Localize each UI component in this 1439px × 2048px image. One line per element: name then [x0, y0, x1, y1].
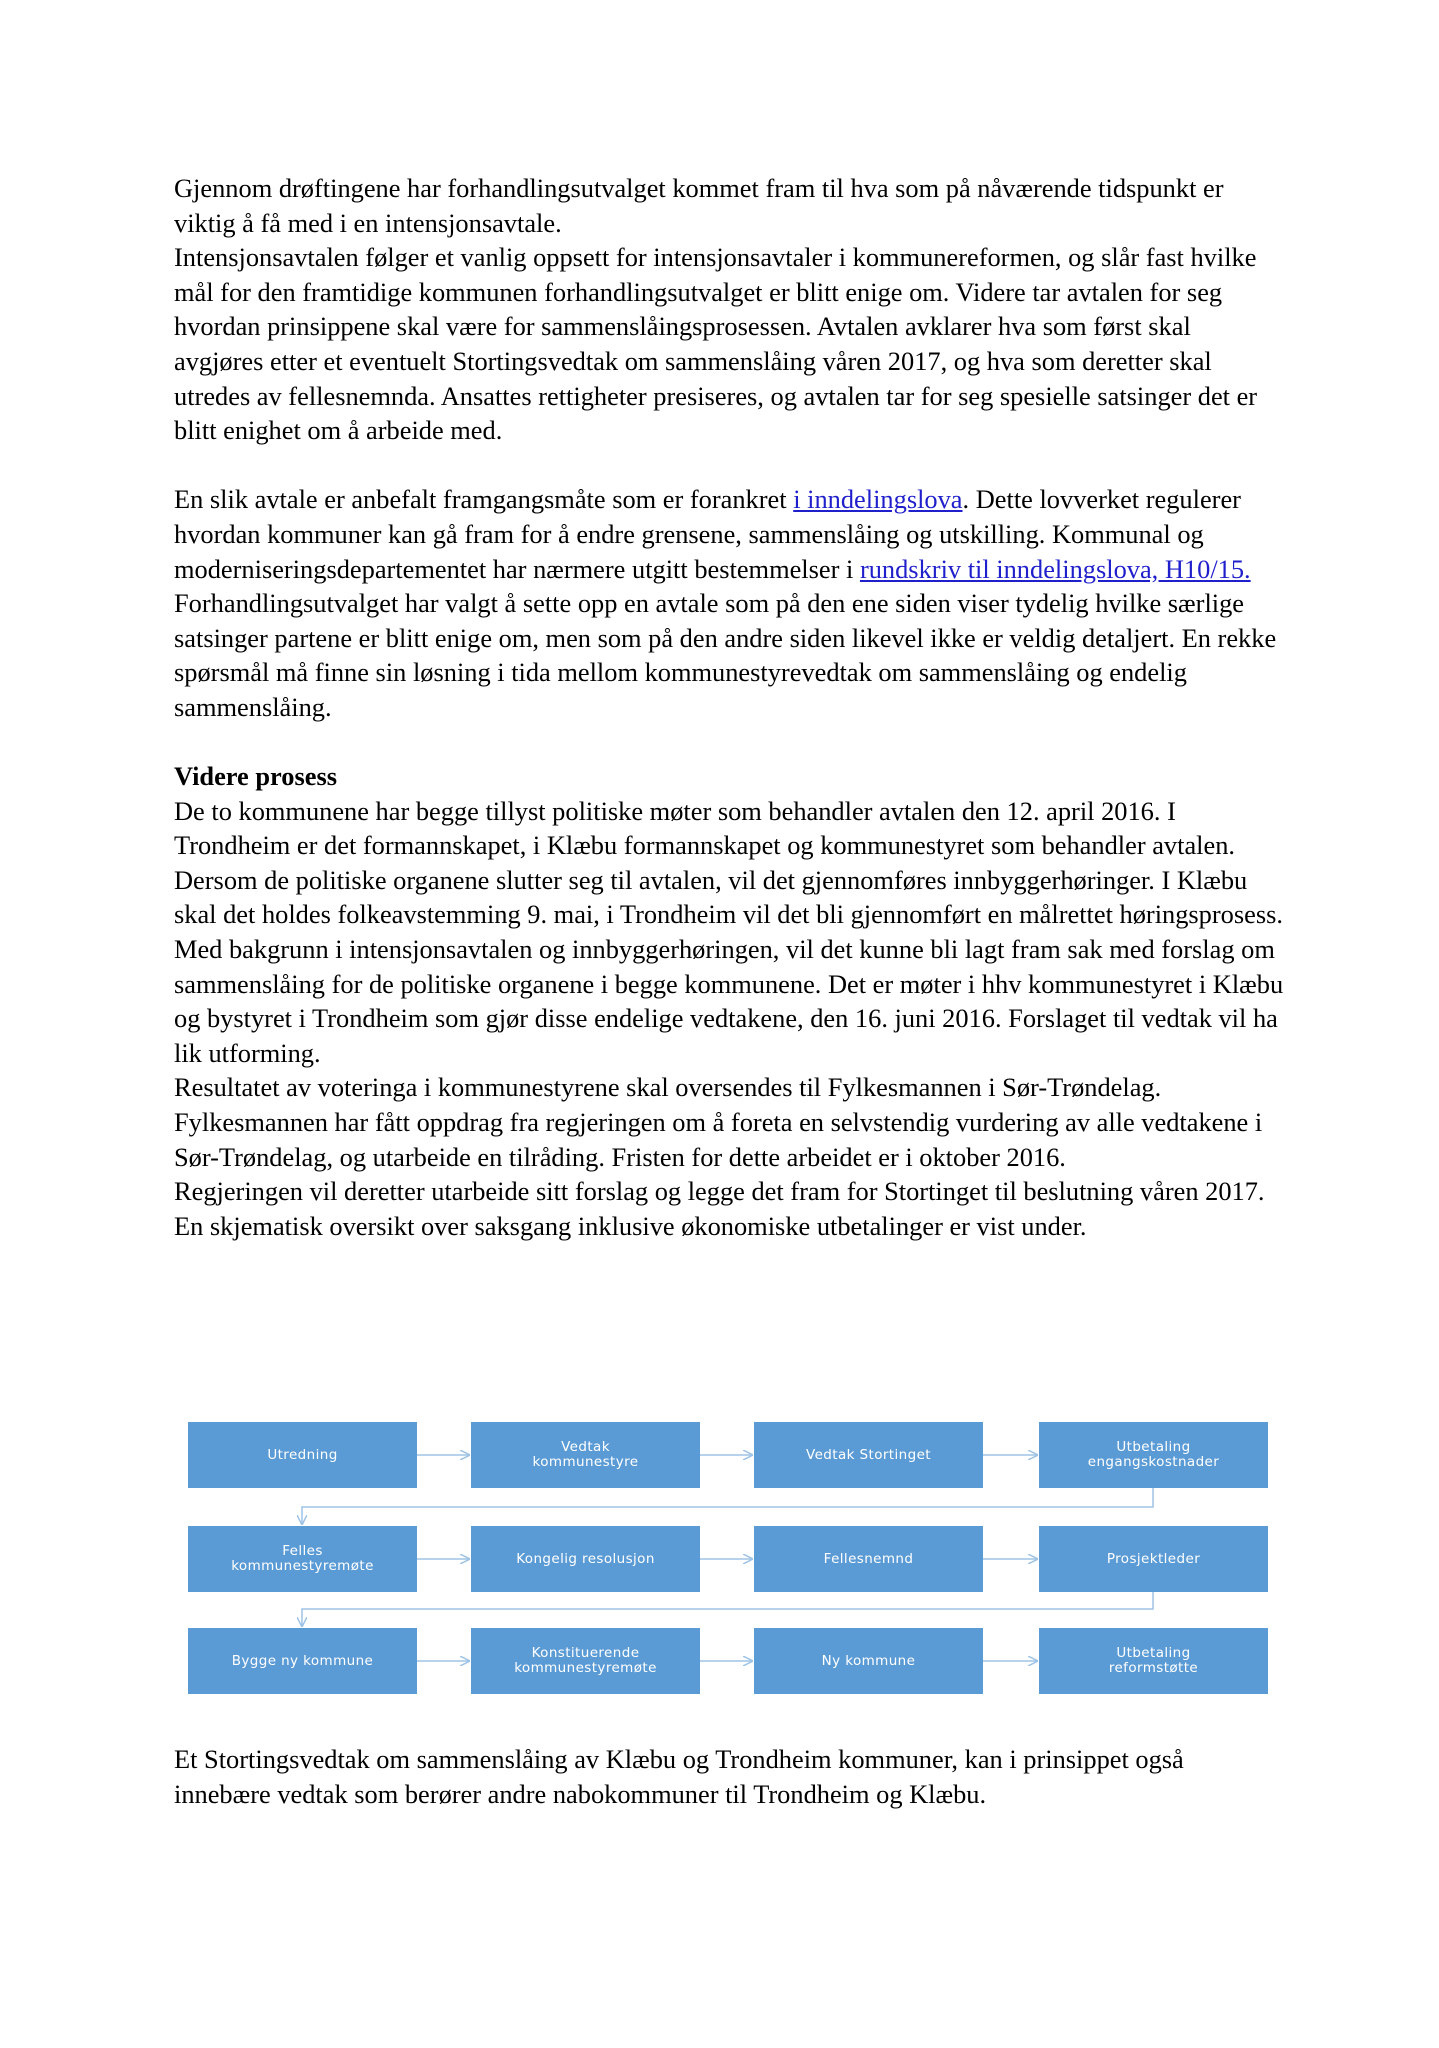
paragraph-intensjonsavtale: Intensjonsavtalen følger et vanlig oppsett for intensjonsavtaler i kommunereformen, og slår fast hvilke mål for den framtidige kommunen forhandlingsutvalget er blitt enige om. Videre tar avtalen for seg hvordan prinsippene skal være for sammenslåingsprosessen. Avtalen avklarer hva som først skal avgjøres etter et eventuelt Stortingsvedtak om sammenslåing våren 2017, og hva som deretter skal utredes av fellesnemnda. Ansattes rettigheter presiseres, og avtalen tar for seg spesielle satsinger det er blitt enighet om å arbeide med.: [174, 242, 1258, 446]
paragraph-fylkesmannen: Resultatet av voteringa i kommunestyrene skal oversendes til Fylkesmannen i Sør-Trøndelag. Fylkesmannen har fått oppdrag fra regjeringen om å foreta en selvstendig vurdering av alle vedtakene i Sør-Trøndelag, og utarbeide en tilråding. Fristen for dette arbeidet er i oktober 2016.: [174, 1072, 1263, 1172]
text-segment: . Dette lovverket regulerer hvordan kommuner kan gå fram for å endre grensene, sammenslåing og utskilling. Kommunal og moderniseringsdepartementet har nærmere utgitt bestemmelser i: [174, 484, 1241, 584]
paragraph-nabokommuner: Et Stortingsvedtak om sammenslåing av Klæbu og Trondheim kommuner, kan i prinsippet også innebære vedtak som berører andre nabokommuner til Trondheim og Klæbu.: [174, 1744, 1184, 1809]
step-ny-kommune: Ny kommune: [754, 1628, 983, 1694]
paragraph-forhandlingsutvalget: Forhandlingsutvalget har valgt å sette opp en avtale som på den ene siden viser tydelig hvilke særlige satsinger partene er blitt enige om, men som på den andre siden likevel ikke er veldig detaljert. En rekke spørsmål må finne sin løsning i tida mellom kommunestyrevedtak om sammenslåing og endelig sammenslåing.: [174, 588, 1277, 722]
connector-wrap: [302, 1592, 1153, 1626]
step-prosjektleder: Prosjektleder: [1039, 1526, 1268, 1592]
step-konstituerende-kommunestyremote: Konstituerende kommunestyremøte: [471, 1628, 700, 1694]
step-utredning: Utredning: [188, 1422, 417, 1488]
document-footer-body: [174, 1742, 1284, 1811]
process-flowchart: [188, 1422, 1268, 1694]
inndelingslova-link[interactable]: i inndelingslova: [793, 484, 963, 515]
text-segment: En slik avtale er anbefalt framgangsmåte som er forankret: [174, 484, 794, 515]
connector-wrap: [302, 1488, 1153, 1524]
step-utbetaling-reformstotte: Utbetaling reformstøtte: [1039, 1628, 1268, 1694]
step-utbetaling-engangskostnader: Utbetaling engangskostnader: [1039, 1422, 1268, 1488]
spacer: [174, 448, 1284, 483]
spacer: [174, 725, 1284, 760]
paragraph-inndelingslova: [174, 482, 1284, 586]
paragraph-intro: Gjennom drøftingene har forhandlingsutvalget kommet fram til hva som på nåværende tidspunkt er viktig å få med i en intensjonsavtale.: [174, 173, 1224, 238]
rundskriv-link[interactable]: rundskriv til inndelingslova, H10/15.: [859, 553, 1251, 584]
step-bygge-ny-kommune: Bygge ny kommune: [188, 1628, 417, 1694]
step-vedtak-kommunestyre: Vedtak kommunestyre: [471, 1422, 700, 1488]
paragraph-regjeringen: Regjeringen vil deretter utarbeide sitt forslag og legge det fram for Stortinget til beslutning våren 2017. En skjematisk oversikt over saksgang inklusive økonomiske utbetalinger er vist under.: [174, 1176, 1265, 1241]
step-vedtak-stortinget: Vedtak Stortinget: [754, 1422, 983, 1488]
step-kongelig-resolusjon: Kongelig resolusjon: [471, 1526, 700, 1592]
step-fellesnemnd: Fellesnemnd: [754, 1526, 983, 1592]
paragraph-innbyggerhoringer: Dersom de politiske organene slutter seg til avtalen, vil det gjennomføres innbyggerhøringer. I Klæbu skal det holdes folkeavstemming 9. mai, i Trondheim vil det bli gjennomført en målrettet høringsprosess.: [174, 864, 1283, 930]
paragraph-vedtak: Med bakgrunn i intensjonsavtalen og innbyggerhøringen, vil det kunne bli lagt fram sak med forslag om sammenslåing for de politiske organene i begge kommunene. Det er møter i hhv kommunestyret i Klæbu og bystyret i Trondheim som gjør disse endelige vedtakene, den 16. juni 2016. Forslaget til vedtak vil ha lik utforming.: [174, 934, 1284, 1068]
section-heading: Videre prosess: [174, 761, 337, 792]
step-felles-kommunestyremote: Felles kommunestyremøte: [188, 1526, 417, 1592]
document-body: [174, 171, 1284, 1243]
paragraph-moter: De to kommunene har begge tillyst politiske møter som behandler avtalen den 12. april 2016. I Trondheim er det formannskapet, i Klæbu formannskapet og kommunestyret som behandler avtalen.: [174, 795, 1236, 861]
